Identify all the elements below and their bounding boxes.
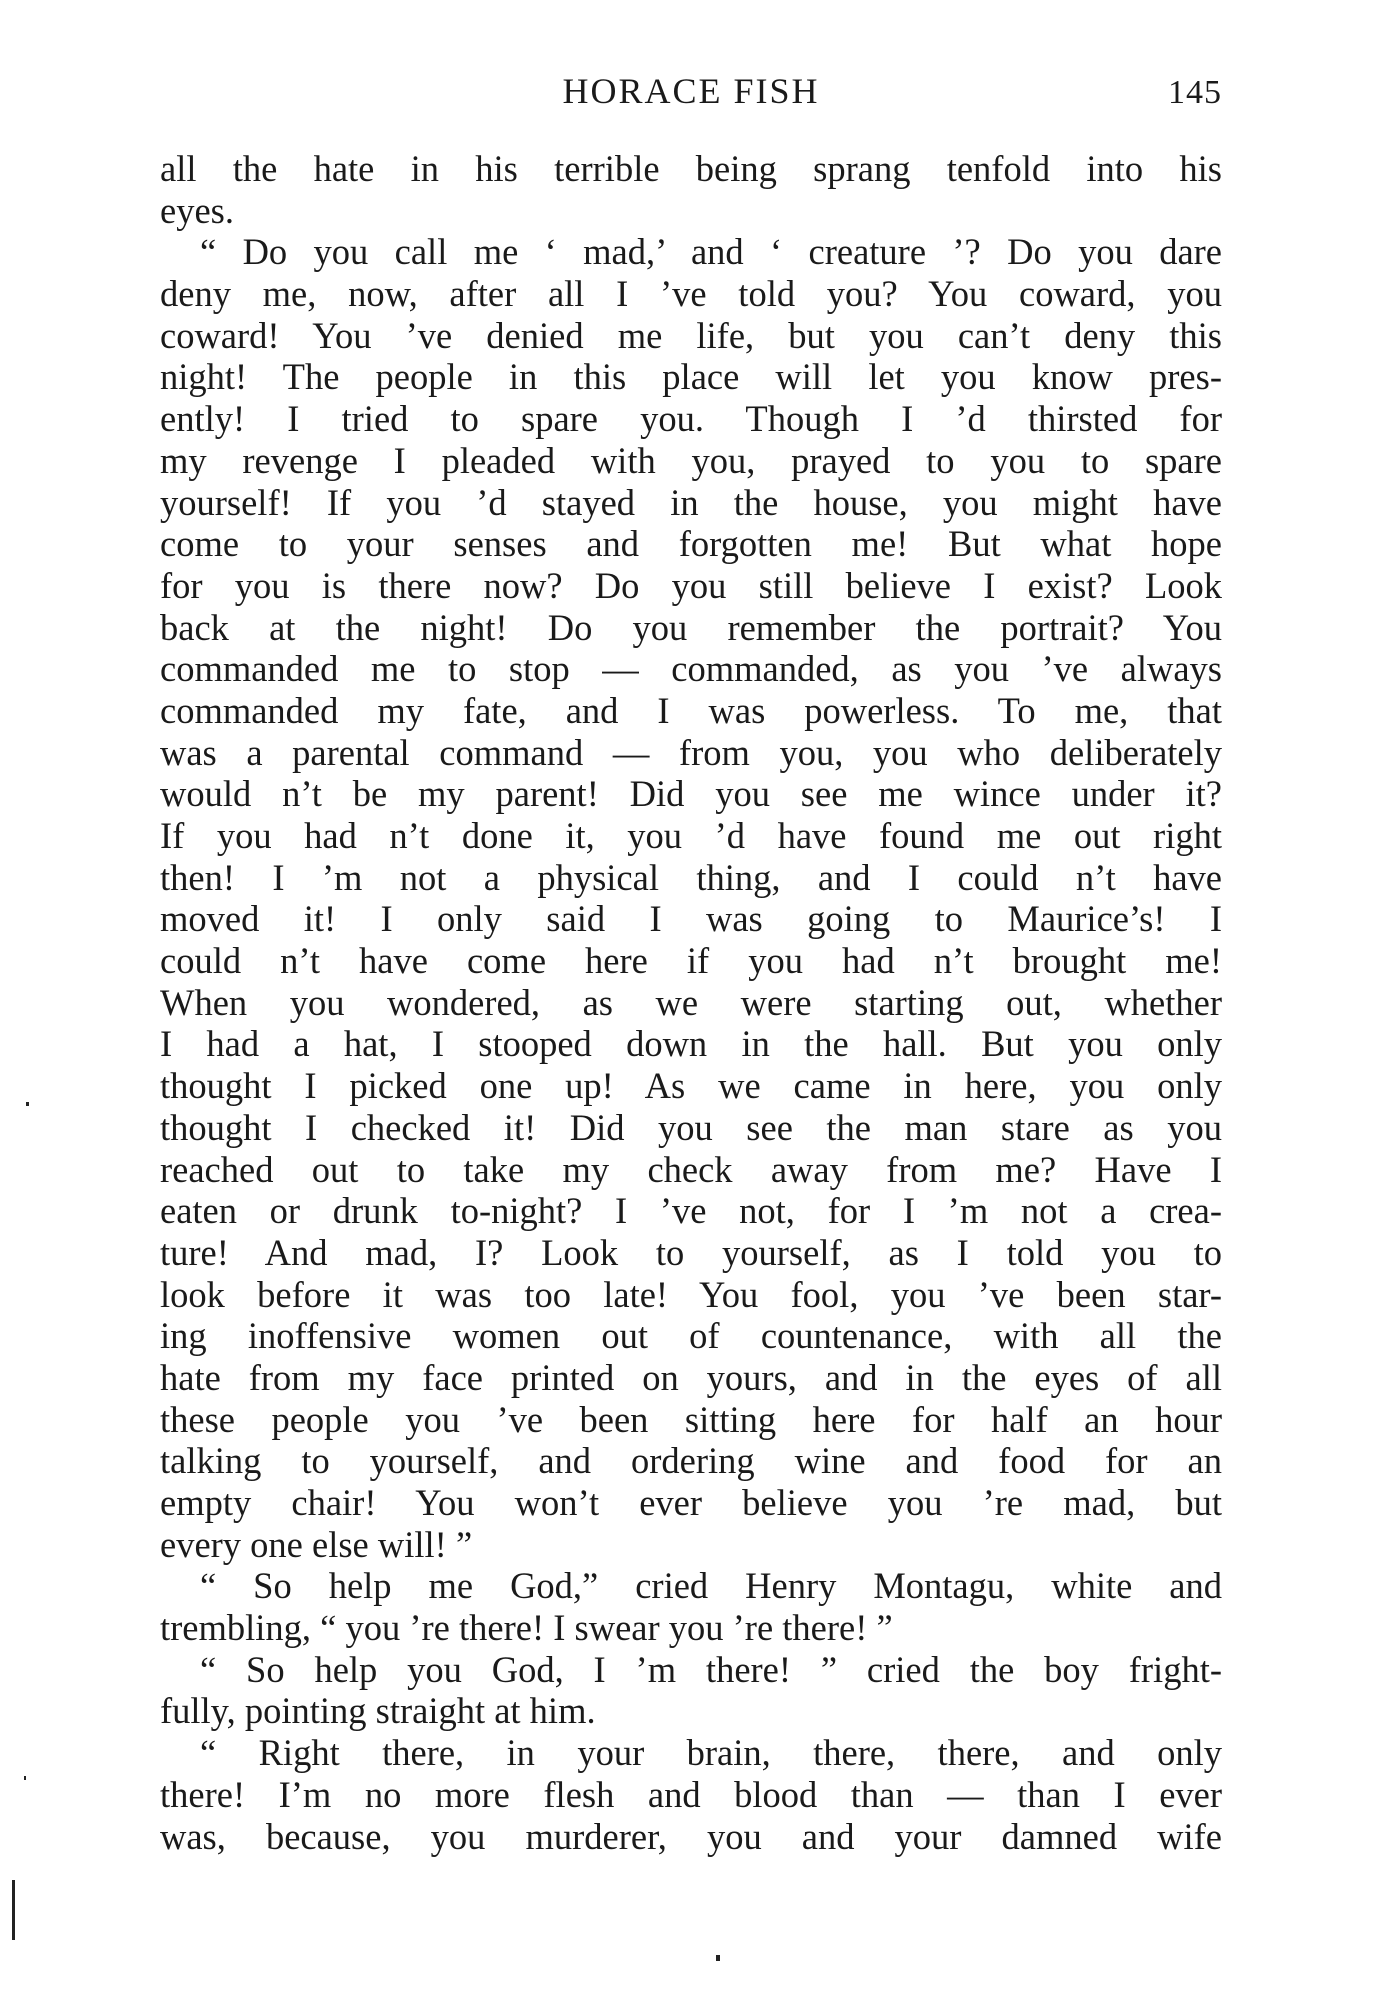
text-line: commanded me to stop — commanded, as you ’ve always [160, 648, 1222, 690]
text-line: moved it! I only said I was going to Maurice’s! I [160, 898, 1222, 940]
text-line: look before it was too late! You fool, you ’ve been star- [160, 1273, 1222, 1315]
text-line: all the hate in his terrible being sprang tenfold into his [160, 148, 1222, 189]
text-line: If you had n’t done it, you ’d have found me out right [160, 815, 1222, 856]
text-line: eyes. [160, 189, 234, 231]
text-line: “ Do you call me ‘ mad,’ and ‘ creature ’? Do you dare [200, 231, 1222, 273]
text-line: fully, pointing straight at him. [160, 1690, 596, 1732]
text-line: reached out to take my check away from me? Have I [160, 1148, 1222, 1190]
text-line: When you wondered, as we were starting out, whether [160, 981, 1222, 1023]
text-line: ing inoffensive women out of countenance, with all the [160, 1315, 1222, 1357]
text-line: ently! I tried to spare you. Though I ’d thirsted for [160, 398, 1222, 440]
text-line: talking to yourself, and ordering wine and food for an [160, 1440, 1222, 1482]
text-line: deny me, now, after all I ’ve told you? You coward, you [160, 273, 1222, 315]
text-line: night! The people in this place will let you know pres- [160, 356, 1222, 398]
text-line: then! I ’m not a physical thing, and I could n’t have [160, 856, 1222, 898]
text-line: was a parental command — from you, you who deliberately [160, 731, 1222, 773]
text-line: thought I checked it! Did you see the man stare as you [160, 1106, 1222, 1148]
text-line: thought I picked one up! As we came in here, you only [160, 1065, 1222, 1107]
text-line: was, because, you murderer, you and your damned wife [160, 1815, 1222, 1857]
text-line: “ So help me God,” cried Henry Montagu, white and [200, 1565, 1222, 1607]
page-number: 145 [1168, 74, 1222, 111]
running-title: HORACE FISH [562, 71, 820, 111]
text-line: ture! And mad, I? Look to yourself, as I told you to [160, 1231, 1222, 1273]
text-line: “ Right there, in your brain, there, there, and only [200, 1732, 1222, 1774]
text-line: could n’t have come here if you had n’t brought me! [160, 940, 1222, 982]
text-line: for you is there now? Do you still believe I exist? Look [160, 564, 1222, 606]
text-line: there! I’m no more flesh and blood than — than I ever [160, 1773, 1222, 1815]
text-line: coward! You ’ve denied me life, but you can’t deny this [160, 314, 1222, 356]
margin-mark [12, 1880, 15, 1940]
text-line: I had a hat, I stooped down in the hall. But you only [160, 1023, 1222, 1065]
running-head [160, 70, 1222, 120]
text-line: trembling, “ you ’re there! I swear you ’re there! ” [160, 1607, 893, 1649]
margin-speck [26, 1102, 29, 1106]
text-line: would n’t be my parent! Did you see me wince under it? [160, 773, 1222, 815]
text-line: my revenge I pleaded with you, prayed to you to spare [160, 439, 1222, 481]
text-line: every one else will! ” [160, 1523, 473, 1565]
text-line: come to your senses and forgotten me! But what hope [160, 523, 1222, 565]
text-line: hate from my face printed on yours, and in the eyes of all [160, 1356, 1222, 1398]
margin-speck [24, 1776, 26, 1780]
text-line: empty chair! You won’t ever believe you ’re mad, but [160, 1482, 1222, 1523]
text-line: eaten or drunk to-night? I ’ve not, for I ’m not a crea- [160, 1190, 1222, 1232]
bottom-speck [716, 1955, 720, 1961]
text-line: yourself! If you ’d stayed in the house, you might have [160, 481, 1222, 523]
body-text [160, 148, 1222, 1857]
text-line: these people you ’ve been sitting here for half an hour [160, 1398, 1222, 1440]
text-line: back at the night! Do you remember the portrait? You [160, 606, 1222, 648]
text-line: “ So help you God, I ’m there! ” cried the boy fright- [200, 1648, 1222, 1690]
text-line: commanded my fate, and I was powerless. To me, that [160, 689, 1222, 731]
